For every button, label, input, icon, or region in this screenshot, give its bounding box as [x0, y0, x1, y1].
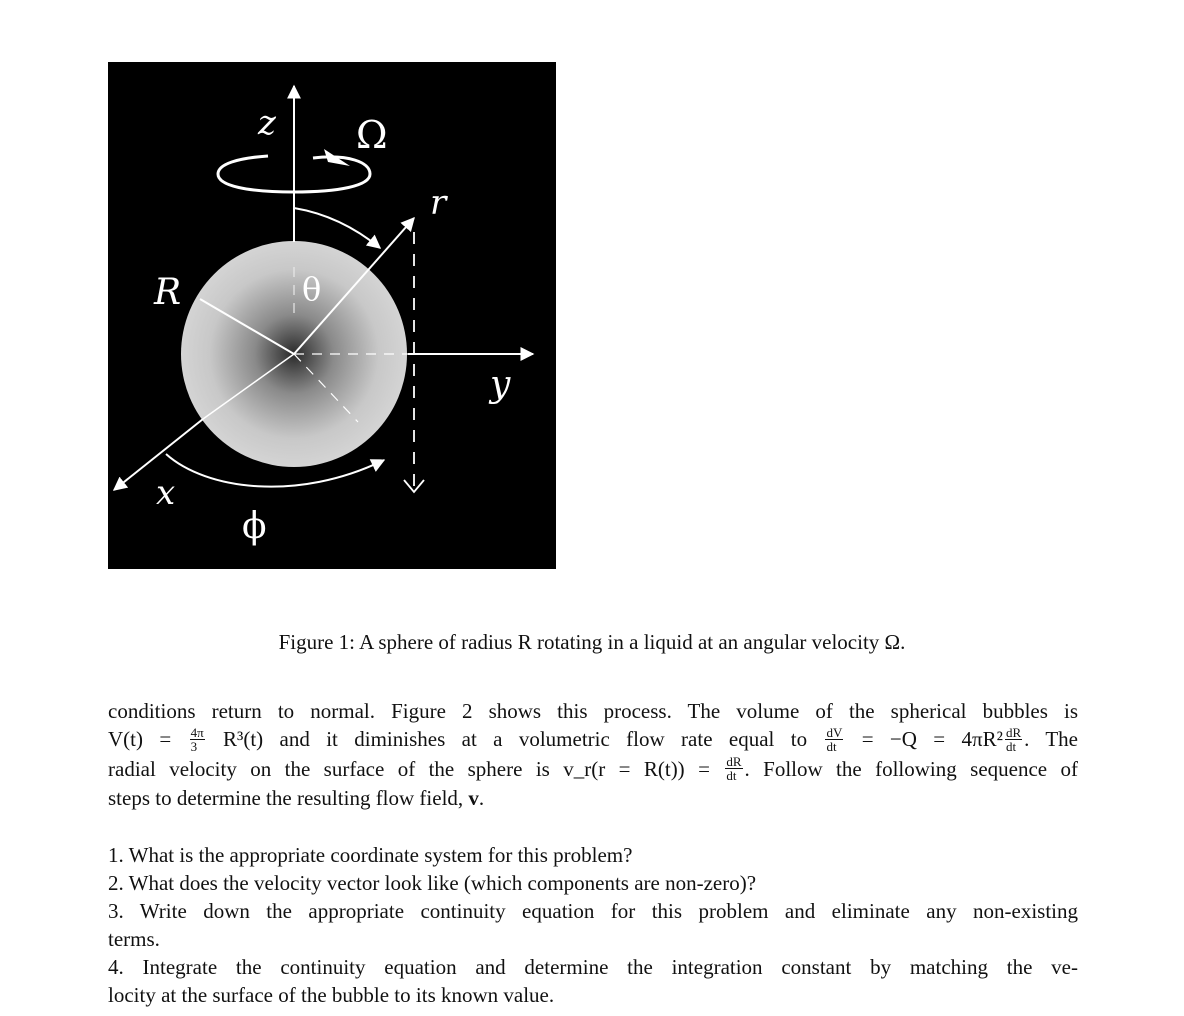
label-z: z — [258, 103, 276, 143]
question-4: 4. Integrate the continuity equation and determine the integration constant by matching the ve- locity at the surface of the bubble to its known value. — [108, 955, 1078, 1007]
question-2: 2. What does the velocity vector look like (which components are non-zero)? — [108, 871, 757, 895]
fraction-4pi-3: $\frac{4\pi}{3}$ — [190, 724, 204, 754]
sphere-diagram — [108, 62, 556, 569]
paragraph-line-3: radial velocity on the surface of the sphere is v_r(r = R(t)) = $\frac{dR}{dt}$ . Follow the following sequence of — [108, 754, 1079, 784]
label-x: x — [156, 473, 176, 513]
label-R: R — [154, 272, 182, 313]
label-phi: ϕ — [242, 506, 267, 547]
label-omega: Ω — [356, 113, 388, 157]
fraction-dv-dt: $\frac{dV}{dt}$ — [826, 724, 843, 754]
paragraph-line-2: V(t) = $\frac{4\pi}{3}$ R³(t) and it diminishes at a volumetric flow rate equal to $\frac{dV}{dt}$ = −Q = 4πR² $\frac{dR}{dt}$ . The — [108, 724, 1078, 754]
paragraph-line-4: steps to determine the resulting flow field, v. — [108, 786, 485, 811]
label-theta: θ — [302, 270, 322, 308]
body-paragraph — [108, 697, 1078, 812]
question-3: 3. Write down the appropriate continuity equation for this problem and eliminate any non-existing terms. — [108, 899, 1078, 951]
figure-caption: Figure 1: A sphere of radius R rotating in a liquid at an angular velocity Ω. — [278, 630, 906, 654]
paragraph-line-1: conditions return to normal. Figure 2 shows this process. The volume of the spherical bubbles is — [108, 699, 1078, 723]
label-y: y — [490, 364, 511, 405]
fraction-dr-dt: $\frac{dR}{dt}$ — [1005, 724, 1022, 754]
sphere-figure — [108, 62, 556, 569]
fraction-dr-dt-2: $\frac{dR}{dt}$ — [726, 754, 742, 784]
question-1: 1. What is the appropriate coordinate system for this problem? — [108, 843, 633, 867]
question-list — [108, 841, 1078, 1009]
label-r: r — [430, 183, 447, 223]
